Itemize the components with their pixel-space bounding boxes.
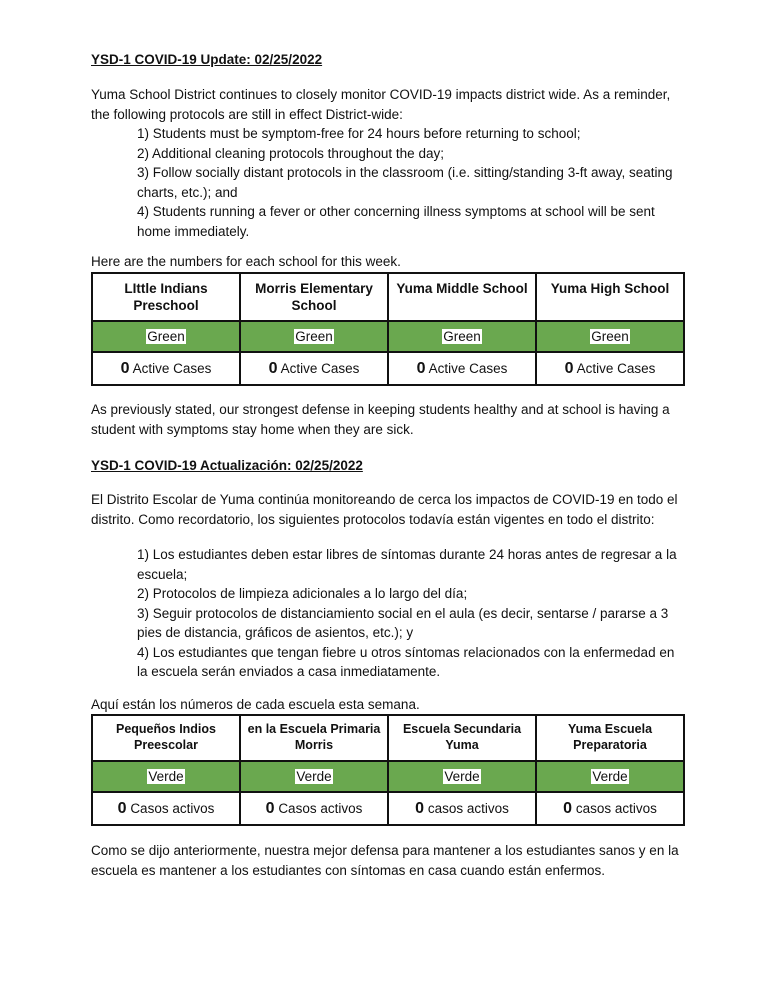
cases-label: casos activos bbox=[575, 800, 657, 816]
case-count: 0 bbox=[265, 799, 275, 817]
english-protocol-item: 2) Additional cleaning protocols throughout the day; bbox=[137, 145, 444, 161]
status-badge: Verde bbox=[148, 769, 184, 784]
cases-cell bbox=[536, 792, 684, 825]
status-cell bbox=[92, 761, 240, 792]
status-badge: Verde bbox=[444, 769, 480, 784]
english-status-table bbox=[91, 272, 685, 386]
school-name: Yuma Middle School bbox=[388, 273, 536, 321]
school-name: Morris Elementary School bbox=[240, 273, 388, 321]
spanish-table-intro: Aquí están los números de cada escuela esta semana. bbox=[91, 697, 420, 712]
english-protocol-item: 4) Students running a fever or other concerning illness symptoms at school will be sent home immediately. bbox=[137, 204, 655, 239]
status-badge: Verde bbox=[592, 769, 628, 784]
cases-label: Active Cases bbox=[132, 360, 212, 376]
spanish-protocol-item: 4) Los estudiantes que tengan fiebre u otros síntomas relacionados con la enfermedad en la escuela serán enviados a casa inmediatamente. bbox=[137, 644, 675, 679]
case-count: 0 bbox=[564, 359, 574, 377]
english-closing: As previously stated, our strongest defense in keeping students healthy and at school is having a student with symptoms stay home when they are sick. bbox=[91, 402, 670, 437]
school-name: LIttle Indians Preschool bbox=[92, 273, 240, 321]
status-cell bbox=[92, 321, 240, 352]
status-badge: Green bbox=[147, 329, 185, 344]
cases-row bbox=[92, 352, 684, 385]
school-name: Yuma High School bbox=[536, 273, 684, 321]
status-cell bbox=[536, 321, 684, 352]
status-badge: Green bbox=[295, 329, 333, 344]
cases-cell bbox=[536, 352, 684, 385]
cases-cell bbox=[240, 352, 388, 385]
cases-cell bbox=[240, 792, 388, 825]
case-count: 0 bbox=[416, 359, 426, 377]
status-cell bbox=[388, 761, 536, 792]
case-count: 0 bbox=[117, 799, 127, 817]
spanish-status-table bbox=[91, 714, 685, 826]
status-badge: Verde bbox=[296, 769, 332, 784]
case-count: 0 bbox=[268, 359, 278, 377]
english-protocol-item: 3) Follow socially distant protocols in the classroom (i.e. sitting/standing 3-ft away, seating charts, etc.); and bbox=[137, 165, 673, 200]
status-cell bbox=[536, 761, 684, 792]
english-title: YSD-1 COVID-19 Update: 02/25/2022 bbox=[91, 52, 323, 67]
english-protocol-item: 1) Students must be symptom-free for 24 hours before returning to school; bbox=[137, 126, 581, 141]
case-count: 0 bbox=[120, 359, 130, 377]
table-header-row bbox=[92, 715, 684, 761]
spanish-intro: El Distrito Escolar de Yuma continúa monitoreando de cerca los impactos de COVID-19 en todo el distrito. Como recordatorio, los siguientes protocolos todavía están vigentes en todo el distrito: bbox=[91, 492, 678, 527]
school-name: en la Escuela Primaria Morris bbox=[240, 715, 388, 761]
english-intro: Yuma School District continues to closely monitor COVID-19 impacts district wide. As a reminder, the following protocols are still in effect District-wide: bbox=[91, 87, 671, 122]
cases-cell bbox=[388, 792, 536, 825]
status-cell bbox=[388, 321, 536, 352]
spanish-title: YSD-1 COVID-19 Actualización: 02/25/2022 bbox=[91, 458, 363, 473]
spanish-closing: Como se dijo anteriormente, nuestra mejor defensa para mantener a los estudiantes sanos y en la escuela es mantener a los estudiantes con síntomas en casa cuando están enfermos. bbox=[91, 843, 679, 878]
cases-cell bbox=[92, 352, 240, 385]
school-name: Yuma Escuela Preparatoria bbox=[536, 715, 684, 761]
table-header-row bbox=[92, 273, 684, 321]
school-name: Escuela Secundaria Yuma bbox=[388, 715, 536, 761]
status-badge: Green bbox=[443, 329, 481, 344]
cases-label: Active Cases bbox=[428, 360, 508, 376]
spanish-protocol-item: 1) Los estudiantes deben estar libres de síntomas durante 24 horas antes de regresar a la escuela; bbox=[137, 547, 677, 582]
cases-label: Casos activos bbox=[130, 800, 215, 816]
cases-row bbox=[92, 792, 684, 825]
status-badge: Green bbox=[591, 329, 629, 344]
spanish-protocol-item: 2) Protocolos de limpieza adicionales a lo largo del día; bbox=[137, 586, 468, 601]
school-name: Pequeños Indios Preescolar bbox=[92, 715, 240, 761]
status-row bbox=[92, 761, 684, 792]
status-cell bbox=[240, 321, 388, 352]
cases-label: casos activos bbox=[427, 800, 509, 816]
cases-cell bbox=[388, 352, 536, 385]
cases-label: Active Cases bbox=[576, 360, 656, 376]
status-row bbox=[92, 321, 684, 352]
cases-cell bbox=[92, 792, 240, 825]
case-count: 0 bbox=[415, 799, 425, 817]
english-protocol-list bbox=[137, 124, 682, 241]
case-count: 0 bbox=[563, 799, 573, 817]
cases-label: Casos activos bbox=[278, 800, 363, 816]
cases-label: Active Cases bbox=[280, 360, 360, 376]
spanish-protocol-list bbox=[137, 545, 682, 682]
english-table-intro: Here are the numbers for each school for this week. bbox=[91, 254, 401, 269]
status-cell bbox=[240, 761, 388, 792]
spanish-protocol-item: 3) Seguir protocolos de distanciamiento social en el aula (es decir, sentarse / pararse a 3 pies de distancia, gráficos de asientos, etc.); y bbox=[137, 605, 669, 640]
